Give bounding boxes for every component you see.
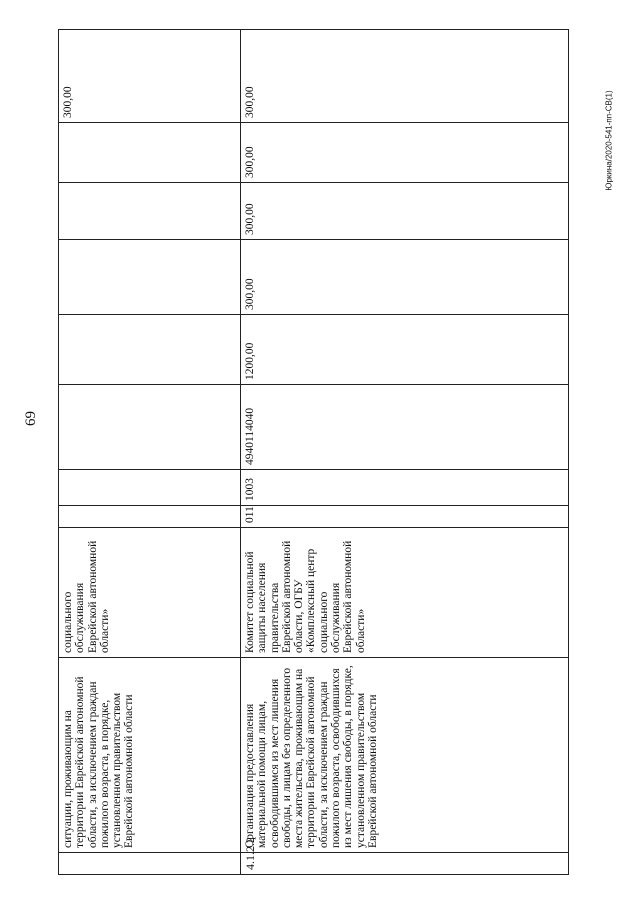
row-year-2 <box>59 183 241 240</box>
table-row <box>241 30 569 875</box>
row-year-4: 300,00 <box>241 30 569 123</box>
document-stamp: Юркина/2020-541-пп-СВ(1) <box>604 89 614 191</box>
row-year-1 <box>59 240 241 315</box>
row-number: 4.1.2.2 <box>241 853 569 875</box>
row-year-1: 300,00 <box>241 240 569 315</box>
row-rz-pr: 1003 <box>241 470 569 506</box>
row-rz-pr <box>59 470 241 506</box>
row-number <box>59 853 241 875</box>
row-csr <box>59 385 241 470</box>
row-year-3 <box>59 123 241 183</box>
row-csr: 4940114040 <box>241 385 569 470</box>
row-year-4: 300,00 <box>59 30 241 123</box>
row-description: Организация предоставления материальной помощи лицам, освободившимся из мест лишения свободы, и лицам без определенного места жительства, проживающим на территории Еврейской автономной области, за исключением граждан пожилого возраста, освободившихся из мест лишения свободы, в порядке, установленном правительством Еврейской автономной области <box>241 658 569 853</box>
landscape-table-container <box>58 30 568 875</box>
row-grbs <box>59 506 241 528</box>
row-executor: Комитет социальной защиты населения правительства Еврейской автономной области, ОГБУ «Комплексный центр социального обслуживания Еврейской автономной области» <box>241 528 569 658</box>
row-year-3: 300,00 <box>241 123 569 183</box>
program-table <box>58 29 569 875</box>
page-number: 69 <box>22 410 39 426</box>
rotated-table-frame <box>58 30 568 875</box>
row-executor: социального обслуживания Еврейской автономной области» <box>59 528 241 658</box>
row-year-2: 300,00 <box>241 183 569 240</box>
row-total <box>59 315 241 385</box>
table-row <box>59 30 241 875</box>
row-description: ситуации, проживающим на территории Еврейской автономной области, за исключением граждан пожилого возраста, в порядке, установленном правительством Еврейской автономной области <box>59 658 241 853</box>
row-total: 1200,00 <box>241 315 569 385</box>
row-grbs: 011 <box>241 506 569 528</box>
